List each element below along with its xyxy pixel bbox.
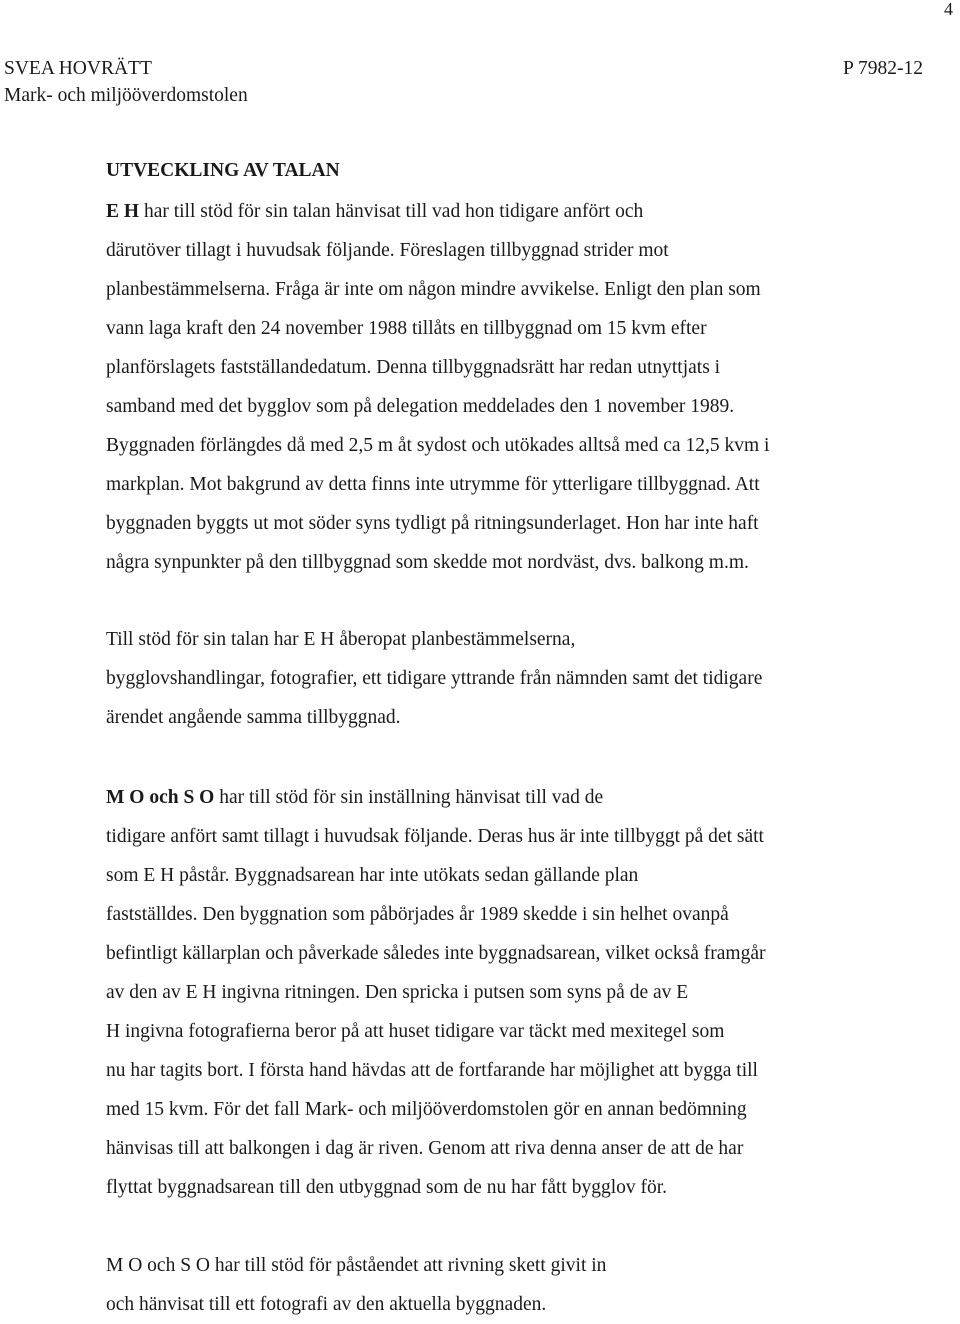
court-name: SVEA HOVRÄTT [4, 58, 152, 79]
paragraph-line: nu har tagits bort. I första hand hävdas att de fortfarande har möjlighet att bygga till [106, 1060, 758, 1081]
section-heading: UTVECKLING AV TALAN [106, 160, 340, 181]
paragraph-line: samband med det bygglov som på delegation meddelades den 1 november 1989. [106, 396, 735, 417]
paragraph-line: planbestämmelserna. Fråga är inte om någon mindre avvikelse. Enligt den plan som [106, 279, 761, 300]
party-name: E H [106, 201, 140, 222]
paragraph-line: några synpunkter på den tillbyggnad som skedde mot nordväst, dvs. balkong m.m. [106, 552, 749, 573]
case-number: P 7982-12 [843, 58, 923, 79]
paragraph-line: M O och S O har till stöd för sin inställning hänvisat till vad de [106, 787, 604, 808]
paragraph-line: E H har till stöd för sin talan hänvisat till vad hon tidigare anfört och [106, 201, 644, 222]
page-number: 4 [944, 0, 953, 19]
paragraph-demolition [106, 1246, 926, 1324]
paragraph-line: M O och S O har till stöd för påståendet att rivning skett givit in [106, 1255, 607, 1276]
paragraph-line: byggnaden byggts ut mot söder syns tydligt på ritningsunderlaget. Hon har inte haft [106, 513, 759, 534]
document-header-left [4, 55, 248, 109]
party-name: M O och S O [106, 787, 215, 808]
paragraph-line: med 15 kvm. För det fall Mark- och miljööverdomstolen gör en annan bedömning [106, 1099, 747, 1120]
paragraph-line: hänvisas till att balkongen i dag är riven. Genom att riva denna anser de att de har [106, 1138, 744, 1159]
paragraph-line: H ingivna fotografierna beror på att huset tidigare var täckt med mexitegel som [106, 1021, 725, 1042]
paragraph-line: fastställdes. Den byggnation som påbörjades år 1989 skedde i sin helhet ovanpå [106, 904, 729, 925]
paragraph-line: tidigare anfört samt tillagt i huvudsak följande. Deras hus är inte tillbyggt på det sätt [106, 826, 764, 847]
court-division: Mark- och miljööverdomstolen [4, 85, 248, 106]
paragraph-line: bygglovshandlingar, fotografier, ett tidigare yttrande från nämnden samt det tidigare [106, 668, 763, 689]
paragraph-line: Till stöd för sin talan har E H åberopat planbestämmelserna, [106, 629, 576, 650]
paragraph-line: befintligt källarplan och påverkade således inte byggnadsarean, vilket också framgår [106, 943, 766, 964]
paragraph-line: som E H påstår. Byggnadsarean har inte utökats sedan gällande plan [106, 865, 639, 886]
paragraph-line: planförslagets fastställandedatum. Denna tillbyggnadsrätt har redan utnyttjats i [106, 357, 721, 378]
paragraph-line: av den av E H ingivna ritningen. Den spricka i putsen som syns på de av E [106, 982, 689, 1003]
paragraph-line: därutöver tillagt i huvudsak följande. Föreslagen tillbyggnad strider mot [106, 240, 669, 261]
paragraph-line: vann laga kraft den 24 november 1988 tillåts en tillbyggnad om 15 kvm efter [106, 318, 707, 339]
paragraph-line: och hänvisat till ett fotografi av den aktuella byggnaden. [106, 1294, 547, 1315]
paragraph-e-h [106, 192, 926, 582]
paragraph-line: Byggnaden förlängdes då med 2,5 m åt sydost och utökades alltså med ca 12,5 kvm i [106, 435, 770, 456]
paragraph-line: flyttat byggnadsarean till den utbyggnad som de nu har fått bygglov för. [106, 1177, 668, 1198]
paragraph-evidence [106, 620, 926, 737]
paragraph-m-o-s-o [106, 778, 926, 1207]
paragraph-line: ärendet angående samma tillbyggnad. [106, 707, 401, 728]
paragraph-line: markplan. Mot bakgrund av detta finns inte utrymme för ytterligare tillbyggnad. Att [106, 474, 760, 495]
